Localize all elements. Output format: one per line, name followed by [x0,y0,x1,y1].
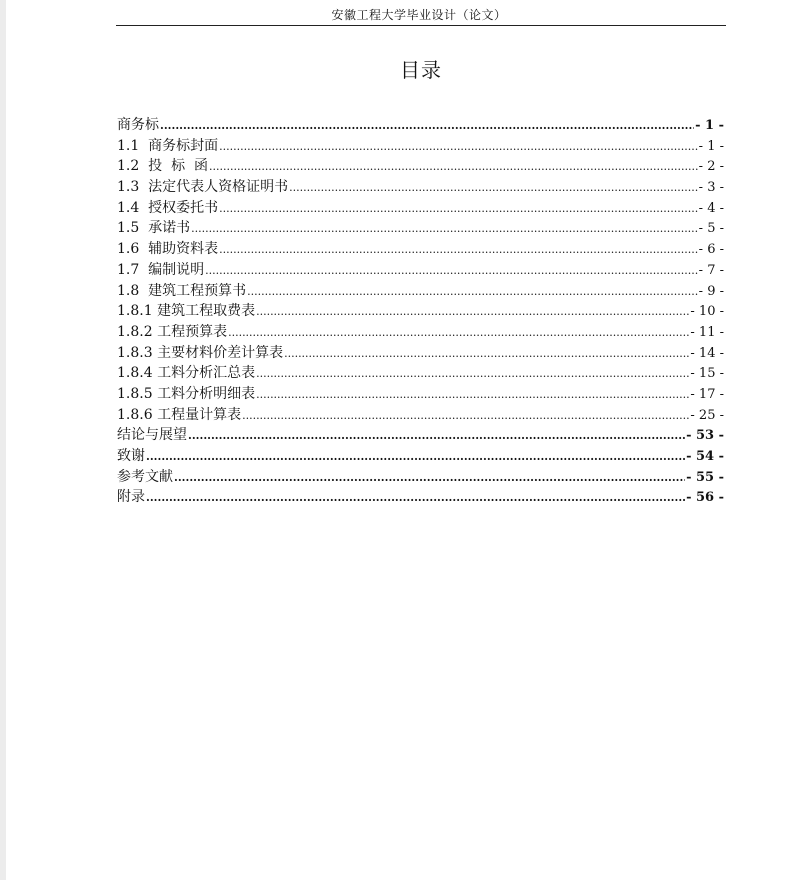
toc-leader-dots [188,429,685,442]
toc-entry[interactable] [117,383,724,404]
toc-entry[interactable] [117,466,724,487]
toc-entry-page: - 53 - [686,428,724,444]
toc-entry[interactable] [117,424,724,445]
toc-entry-label: 致谢 [117,448,145,464]
toc-leader-dots [174,471,685,484]
header-title: 安徽工程大学毕业设计（论文） [331,8,507,22]
header-rule [116,25,726,26]
toc-entry[interactable] [117,300,724,321]
toc-leader-dots [209,160,698,173]
toc-leader-dots [219,140,698,153]
toc-entry-page: - 56 - [686,490,724,506]
toc-entry[interactable] [117,404,724,425]
toc-leader-dots [256,388,689,401]
toc-entry-page: - 55 - [686,469,724,485]
toc-entry[interactable] [117,217,724,238]
toc-leader-dots [228,326,689,339]
toc-entry-page: - 11 - [690,324,724,340]
toc-entry-label: 1.8.6 工程量计算表 [117,406,242,423]
toc-entry-page: - 5 - [698,221,724,237]
toc-leader-dots [219,202,698,215]
toc-entry-label: 1.5 承诺书 [117,220,191,237]
toc-entry[interactable] [117,445,724,466]
toc-entry[interactable] [117,321,724,342]
toc-entry[interactable] [117,135,724,156]
toc-leader-dots [146,491,685,504]
toc-entry[interactable] [117,197,724,218]
toc-entry-page: - 17 - [690,386,724,402]
toc-entry[interactable] [117,155,724,176]
toc-entry-page: - 6 - [698,242,724,258]
toc-entry-label: 1.4 授权委托书 [117,199,219,216]
toc-leader-dots [160,119,694,132]
toc-entry[interactable] [117,486,724,507]
toc-leader-dots [146,450,685,463]
toc-entry[interactable] [117,238,724,259]
toc-entry-label: 1.7 编制说明 [117,261,205,278]
toc-leader-dots [284,347,689,360]
toc-entry-label: 商务标 [117,117,159,133]
toc-entry-page: - 15 - [690,366,724,382]
table-of-contents [117,114,724,507]
toc-entry-page: - 10 - [690,304,724,320]
toc-leader-dots [256,367,689,380]
toc-entry-label: 参考文献 [117,468,173,485]
toc-entry-label: 1.8.3 主要材料价差计算表 [117,344,284,361]
toc-entry-page: - 1 - [695,118,724,133]
toc-entry-label: 附录 [117,489,145,506]
toc-entry-page: - 9 - [698,283,724,299]
toc-entry[interactable] [117,342,724,363]
toc-leader-dots [256,305,689,318]
toc-entry-label: 1.8.1 建筑工程取费表 [117,303,256,320]
toc-entry-label: 1.8.4 工料分析汇总表 [117,365,256,382]
toc-entry-page: - 1 - [698,138,724,154]
toc-entry[interactable] [117,362,724,383]
toc-entry-label: 1.3 法定代表人资格证明书 [117,179,289,196]
left-gutter [0,0,6,880]
toc-entry-label: 1.2 投 标 函 [117,158,208,175]
toc-title: 目录 [400,58,442,82]
toc-leader-dots [289,181,698,194]
toc-entry-label: 1.6 辅助资料表 [117,241,219,258]
toc-entry-label: 1.8 建筑工程预算书 [117,282,247,299]
toc-leader-dots [219,243,698,256]
toc-entry-page: - 7 - [698,262,724,278]
toc-entry-label: 1.8.2 工程预算表 [117,323,228,340]
toc-entry-page: - 54 - [686,449,724,464]
toc-entry[interactable] [117,176,724,197]
toc-entry-label: 1.1 商务标封面 [117,137,219,154]
toc-leader-dots [242,409,689,422]
toc-entry-label: 1.8.5 工料分析明细表 [117,385,256,402]
toc-entry-label: 结论与展望 [117,427,187,444]
toc-entry-page: - 25 - [690,407,724,423]
toc-leader-dots [205,264,698,277]
toc-entry[interactable] [117,259,724,280]
toc-entry[interactable] [117,280,724,301]
toc-leader-dots [247,285,698,298]
toc-entry-page: - 3 - [698,180,724,196]
toc-entry-page: - 14 - [690,345,724,361]
toc-entry-page: - 4 - [698,200,724,216]
toc-entry[interactable] [117,114,724,135]
toc-leader-dots [191,222,698,235]
toc-entry-page: - 2 - [698,159,724,175]
